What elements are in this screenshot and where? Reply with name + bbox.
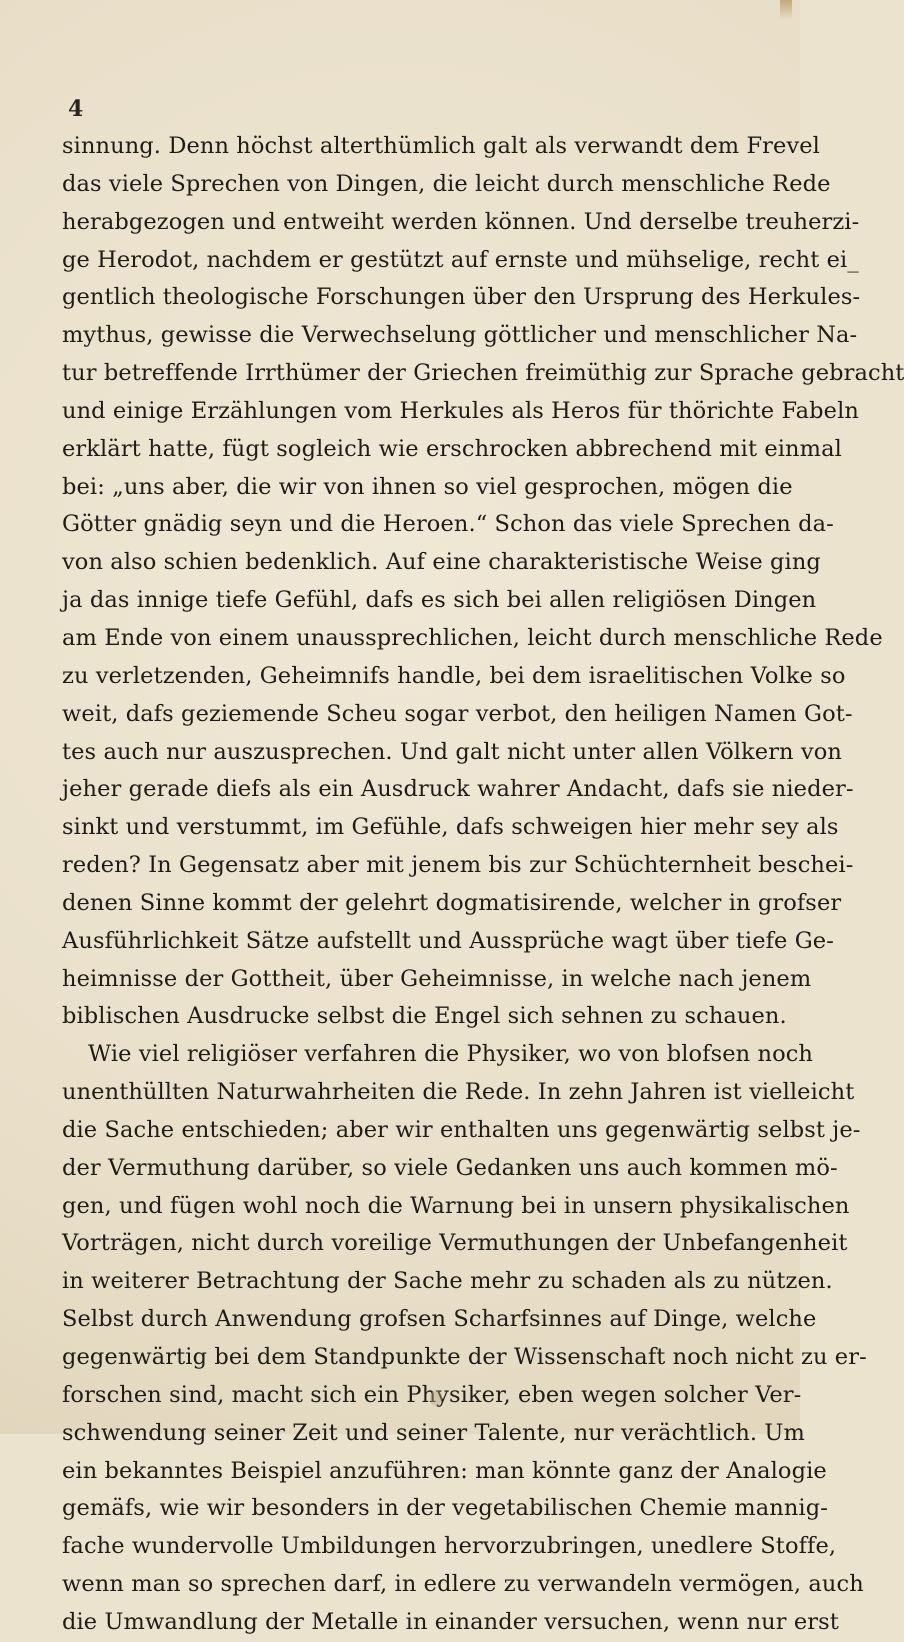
text-line: weit, dafs geziemende Scheu sogar verbot, den heiligen Namen Got-: [62, 700, 853, 727]
text-line: unenthüllten Naturwahrheiten die Rede. In zehn Jahren ist vielleicht: [62, 1079, 855, 1106]
text-line: tes auch nur auszusprechen. Und galt nicht unter allen Völkern von: [62, 738, 842, 765]
text-line: jeher gerade diefs als ein Ausdruck wahrer Andacht, dafs sie nieder-: [62, 776, 854, 803]
text-line: erklärt hatte, fügt sogleich wie erschrocken abbrechend mit einmal: [62, 435, 842, 462]
text-line: fache wundervolle Umbildungen hervorzubringen, unedlere Stoffe,: [62, 1533, 837, 1560]
text-line: gemäfs, wie wir besonders in der vegetabilischen Chemie mannig-: [62, 1495, 828, 1522]
text-line: herabgezogen und entweiht werden können. Und derselbe treuherzi-: [62, 208, 860, 235]
text-line: mythus, gewisse die Verwechselung göttlicher und menschlicher Na-: [62, 322, 858, 349]
text-line: tur betreffende Irrthümer der Griechen freimüthig zur Sprache gebracht: [62, 360, 904, 387]
page-corner-stain: [780, 0, 792, 20]
text-line: am Ende von einem unaussprechlichen, leicht durch menschliche Rede: [62, 624, 883, 651]
text-line: biblischen Ausdrucke selbst die Engel sich sehnen zu schauen.: [62, 1003, 787, 1030]
page-number: 4: [68, 96, 84, 122]
text-line: schwendung seiner Zeit und seiner Talente, nur verächtlich. Um: [62, 1419, 805, 1446]
text-line: und einige Erzählungen vom Herkules als Heros für thörichte Fabeln: [62, 397, 859, 424]
text-line: das viele Sprechen von Dingen, die leicht durch menschliche Rede: [62, 170, 831, 197]
text-line: von also schien bedenklich. Auf eine charakteristische Weise ging: [62, 549, 821, 576]
text-line: gen, und fügen wohl noch die Warnung bei in unsern physikalischen: [62, 1192, 850, 1219]
text-line: Ausführlichkeit Sätze aufstellt und Aussprüche wagt über tiefe Ge-: [62, 927, 834, 954]
text-line: zu verletzenden, Geheimnifs handle, bei dem israelitischen Volke so: [62, 662, 846, 689]
body-text: [62, 128, 904, 1642]
text-line: ein bekanntes Beispiel anzuführen: man könnte ganz der Analogie: [62, 1457, 827, 1484]
text-line: Götter gnädig seyn und die Heroen.“ Schon das viele Sprechen da-: [62, 511, 834, 538]
text-line: ge Herodot, nachdem er gestützt auf ernste und mühselige, recht ei_: [62, 246, 859, 273]
text-line: die Umwandlung der Metalle in einander versuchen, wenn nur erst: [62, 1608, 839, 1635]
text-line: heimnisse der Gottheit, über Geheimnisse, in welche nach jenem: [62, 965, 812, 992]
paragraph-start-line: Wie viel religiöser verfahren die Physiker, wo von blofsen noch: [88, 1041, 814, 1068]
text-line: bei: „uns aber, die wir von ihnen so viel gesprochen, mögen die: [62, 473, 793, 500]
text-line: forschen sind, macht sich ein Physiker, eben wegen solcher Ver-: [62, 1381, 802, 1408]
text-line: wenn man so sprechen darf, in edlere zu verwandeln vermögen, auch: [62, 1571, 864, 1598]
text-line: Vorträgen, nicht durch voreilige Vermuthungen der Unbefangenheit: [62, 1230, 848, 1257]
text-line: Selbst durch Anwendung grofsen Scharfsinnes auf Dinge, welche: [62, 1306, 817, 1333]
ink-stain: [430, 1390, 442, 1406]
text-line: gentlich theologische Forschungen über den Ursprung des Herkules-: [62, 284, 861, 311]
text-line: sinnung. Denn höchst alterthümlich galt als verwandt dem Frevel: [62, 133, 820, 159]
text-line: der Vermuthung darüber, so viele Gedanken uns auch kommen mö-: [62, 1154, 838, 1181]
text-line: ja das innige tiefe Gefühl, dafs es sich bei allen religiösen Dingen: [62, 587, 817, 614]
text-line: die Sache entschieden; aber wir enthalten uns gegenwärtig selbst je-: [62, 1116, 861, 1143]
text-line: reden? In Gegensatz aber mit jenem bis zur Schüchternheit beschei-: [62, 852, 854, 879]
text-line: sinkt und verstummt, im Gefühle, dafs schweigen hier mehr sey als: [62, 814, 839, 841]
text-line: denen Sinne kommt der gelehrt dogmatisirende, welcher in grofser: [62, 889, 842, 916]
text-line: in weiterer Betrachtung der Sache mehr zu schaden als zu nützen.: [62, 1268, 833, 1295]
text-line: gegenwärtig bei dem Standpunkte der Wissenschaft noch nicht zu er-: [62, 1344, 867, 1370]
